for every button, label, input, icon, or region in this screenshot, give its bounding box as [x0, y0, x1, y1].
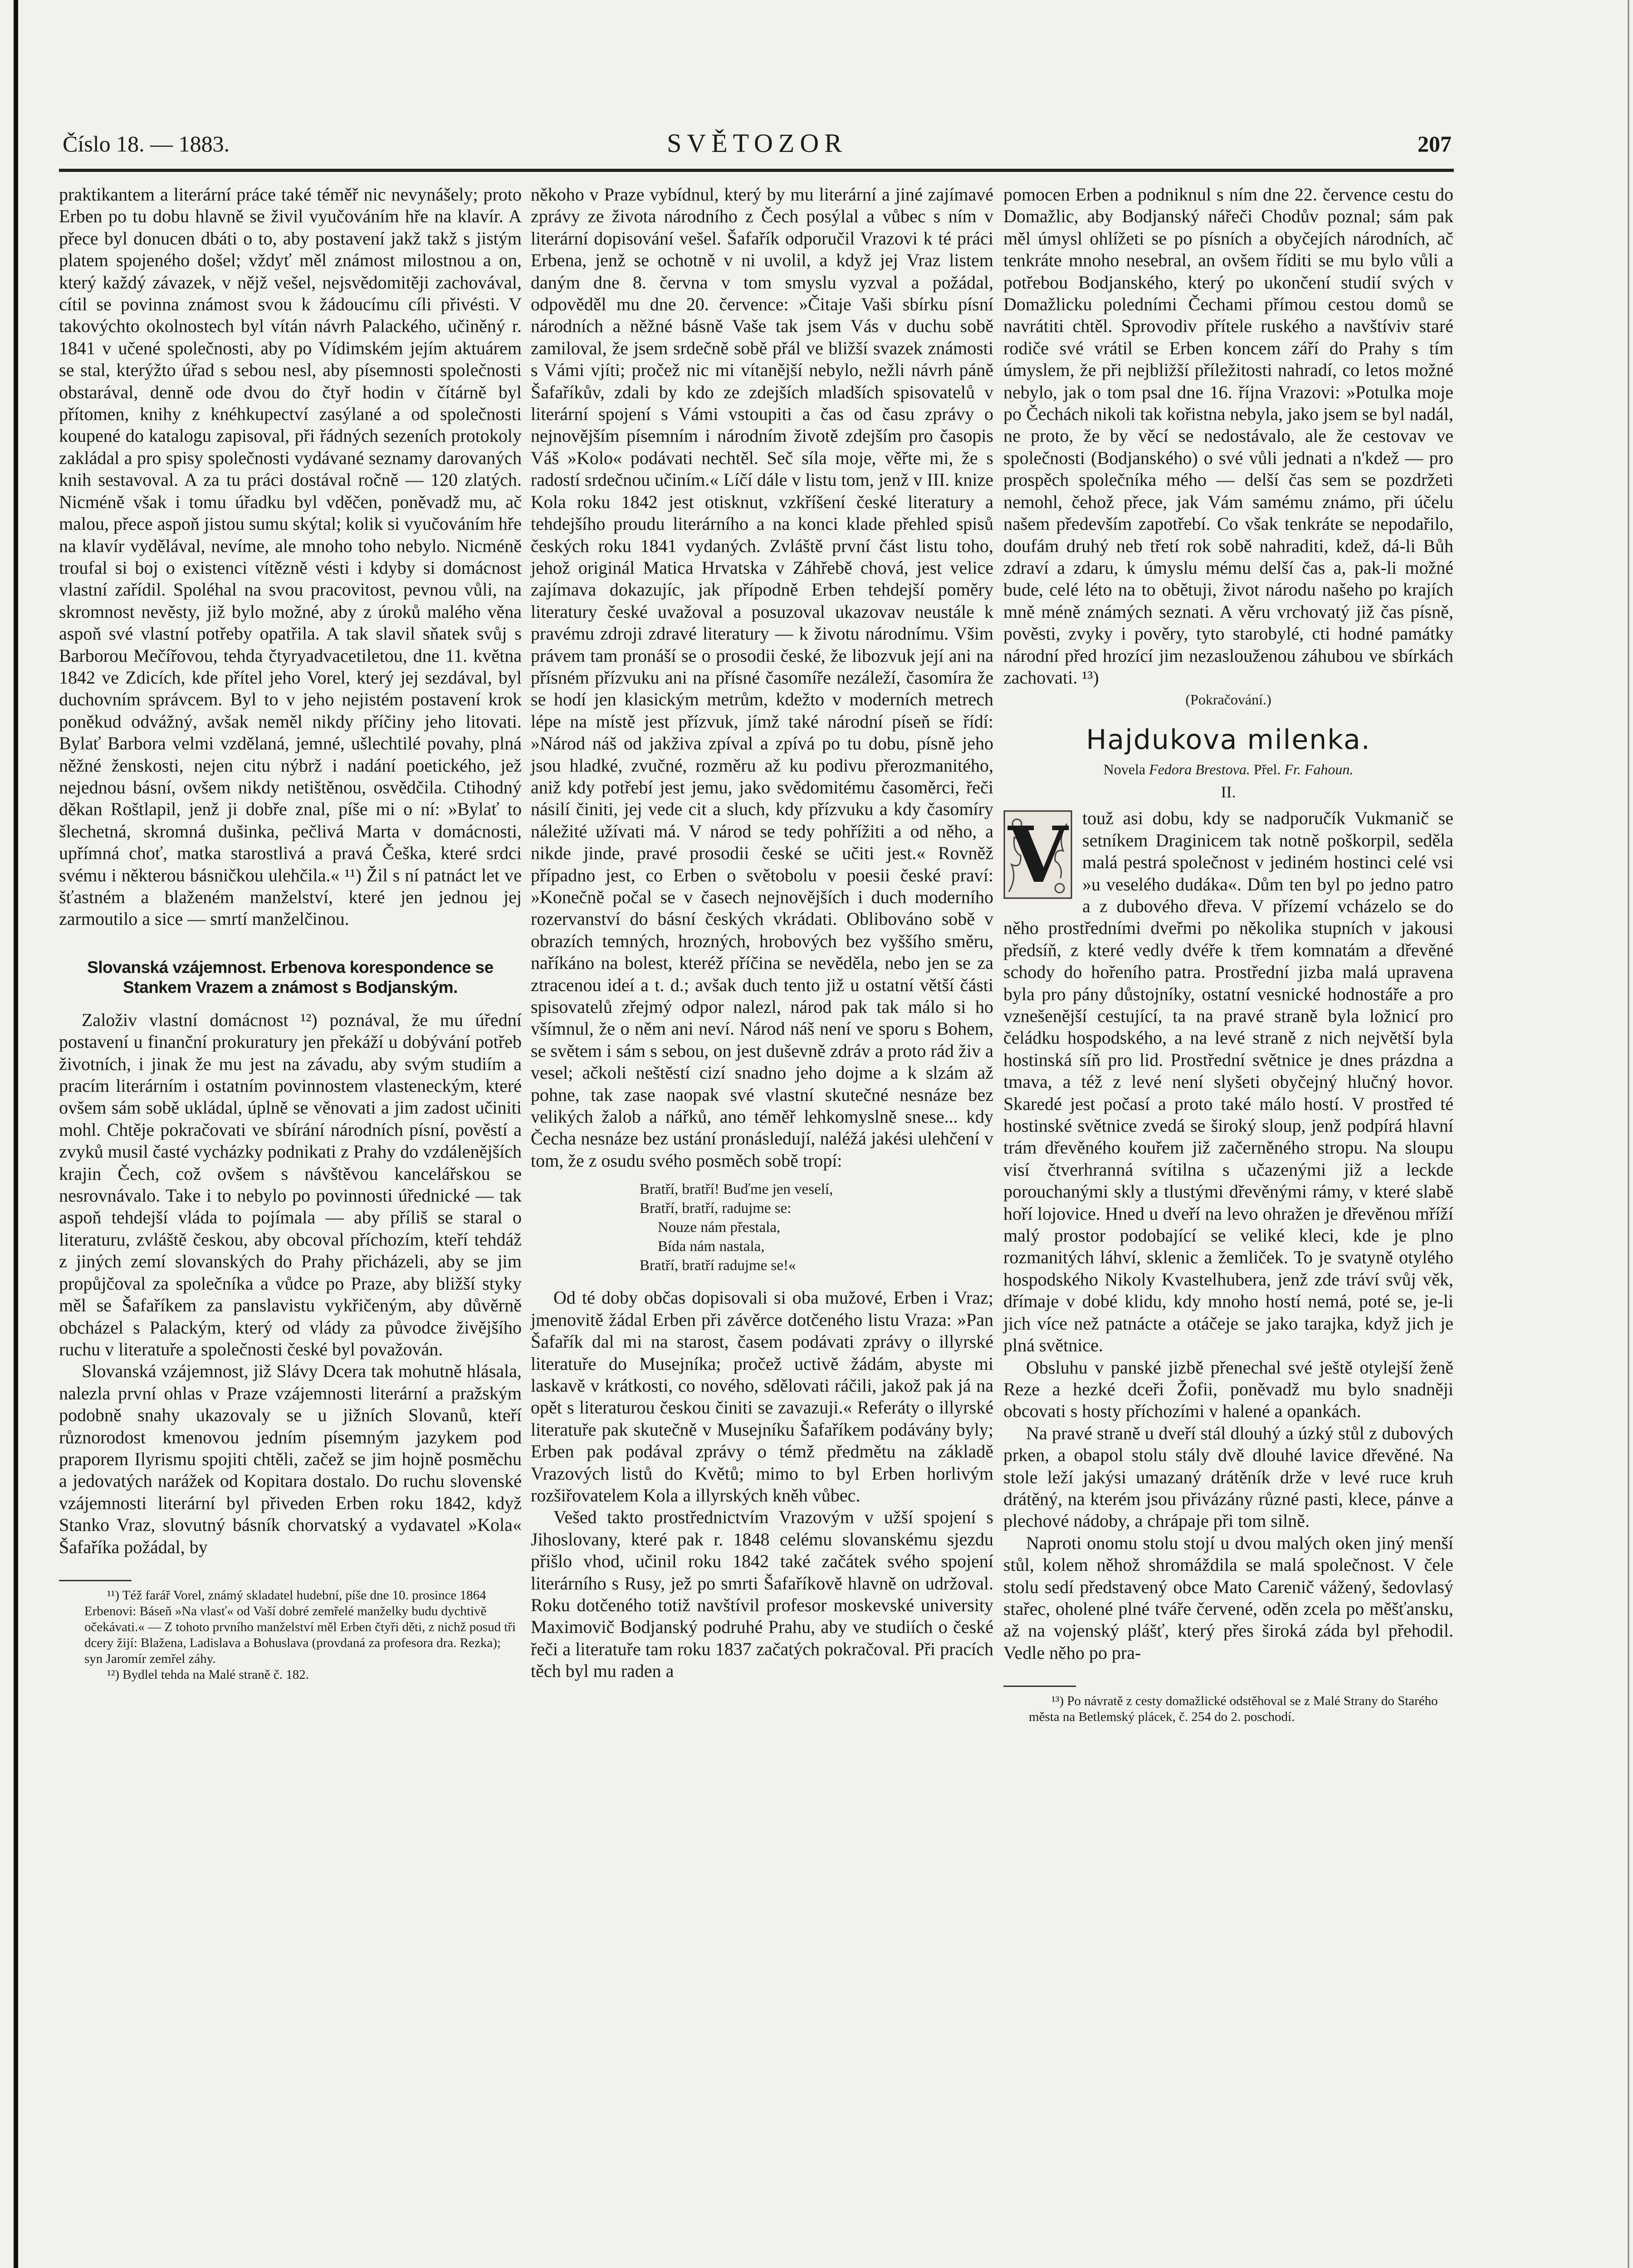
novel-genre: Novela — [1103, 761, 1146, 778]
paragraph-text: touž asi dobu, kdy se nadporučík Vukmanič se setníkem Draginicem tak notně poškorpil, seděla malá pestrá společnost v jediném hostinci celé vsi »u veselého dudáka«. Dům ten byl po jedno patro a z dubového dřeva. V přízemí vcházelo se do něho prostředními dveřmi po několika stupních v jakousi předsíň, z které vedly dvéře k třem komnatám a dřevěné schody do hořeního patra. Prostřední jizba malá upravena byla pro pány důstojníky, ostatní vesnické hodnostáře a pro vznešenější cestující, ta na pravé straně byla ložnicí pro čeládku hospodského, a na levé straně z nich největší byla hostinská síň pro lid. Prostřední světnice je dnes prázdna a tmava, a též z levé není slyšeti obyčejný hlučný hovor. Skaredé jest počasí a proto také málo hostí. V prostřed té hostinské světnice zvedá se široký sloup, jenž podpírá hlavní trám dřevěného kouřem již začerněného stropu. Na sloupu visí čtverhranná svítilna s učazenými již a leckde porouchanými skly a tlustými dřevěnými rámy, v které slabě hoří lojovice. Hned u dveří na levo ohražen je dřevěnou mříží malý prostor podobající se veliké kleci, kde je plno rozmanitých láhví, sklenic a žemliček. To je svatyně otylého hospodského Nikoly Kvastelhubera, jenž zde tráví svůj věk, dřímaje v dobé klidu, kdy mnoho hostí nemá, poté se, je-li jich více než patnácte a otáčeje se jako tarajka, když jich je plná světnice. — [1003, 808, 1453, 1356]
poem-line: Nouze nám přestala, — [658, 1219, 781, 1236]
paragraph: Slovanská vzájemnost, již Slávy Dcera tak mohutně hlásala, nalezla první ohlas v Praze vzájemnosti literární a pražským podobně snahy ukazovaly se u jižních Slovanů, kteří různorodost kmenovou jedním písemným jazykem pod praporem Ilyrismu spojiti chtěli, začež se jim hojně posměchu a jedovatých narážek od Kopitara dostalo. Do ruchu slovenské vzájemnosti literární byl přiveden Erben roku 1842, když Stanko Vraz, slovutný básník chorvatský a vydavatel »Kola« Šafaříka požádal, by — [59, 1361, 522, 1557]
paragraph: Naproti onomu stolu stojí u dvou malých oken jiný menší stůl, kolem něhož shromáždila se malá společnost. V čele stolu sedí představený obce Mato Carenič vážený, šedovlasý stařec, oholené plné tváře červené, oděn zcela po měšťansku, až na vojenský plášť, který přes široká záda byl přehodil. Vedle něho po pra- — [1003, 1532, 1453, 1663]
column-1 — [59, 184, 522, 1683]
header-rule — [59, 169, 1454, 172]
poem-line: Bratří, bratří, radujme se: — [640, 1200, 792, 1217]
page-number: 207 — [1418, 131, 1452, 156]
novel-byline — [1003, 760, 1453, 778]
paragraph: někoho v Praze vybídnul, který by mu literární a jiné zajímavé zprávy ze života národního z Čech posýlal a vůbec s ním v literární dopisování vešel. Šafařík odporučil Vrazovi k té práci Erbena, jenž se ochotně v ni uvolil, a když jej Vraz listem daným dne 8. června v tom smyslu vyzval a požádal, odpověděl mu dne 20. července: »Čitaje Vaši sbírku písní národních a něžné básně Vaše tak jsem Vás v duchu sobě zamiloval, že jsem srdečně sobě přál ve bližší svazek známosti s Vámi vjíti; pročež nic mi vítanější nebylo, nežli návrh páně Šafaříkův, zdali by kdo ze zdejších mladších spisovatelů v literární spojení s Vámi vstoupiti a čas od času zprávy o nejnovějším písemním i národním životě zdejším pro časopis Váš »Kolo« podávati nechtěl. Seč síla moje, věřte mi, že s radostí srdečnou učiním.« Líčí dále v listu tom, jenž v III. knize Kola roku 1842 jest otisknut, vzkříšení české literatury a tehdejšího proudu literárního a na konci klade přehled spisů českých roku 1841 vydaných. Zvláště první část listu toho, jehož originál Matica Hrvatska v Záhřebě chová, jest velice zajímava dokazujíc, jak přípodně Erben tehdejší poměry literatury české uvažoval a posuzoval ukazovav neustále k pravému zdroji zdravé literatury — k životu národnímu. Všim právem tam pronáší se o prosodii české, že libozvuk její ani na přísném přízvuku ani na přísné časomíře nezáleží, časomíra že se hodí jen klasickým metrům, kdežto v moderních metrech lépe na místě jest přízvuk, jímž také národní píseň se řídí: »Národ náš od jakživa zpíval a zpívá po tu dobu, písně jeho jsou hladké, zvučné, rozměru až ku podivu přerozmanitého, aniž kdy potřebí jest jemu, jako svědomitému časoměrci, řeči násilí činiti, jej vede cit a sluch, kdy přízvuku a kdy časomíry náležité užívati má. V národ se tedy pohřížiti a od něho, a nikde jinde, pravé prosodii české se učiti jest.« Rovněž případno jest, co Erben o světobolu v poesii české praví: »Konečně počal se v časech nejnovějších i duch moderního rozervanství do básní českých vkrádati. Oblibováno sobě v obrazích temných, hrozných, hrobových bez vyššího směru, naříkáno na bolest, kteréž příčina se nevěděla, nebo jen se za ztracenou ideí a t. d.; avšak duch tento již u ostatní větší části spisovatelů zřejmý odpor nalezl, národ pak tak málo si ho všímnul, že o něm ani neví. Národ náš není ve sporu s Bohem, se světem i sám s sebou, on jest duševně zdráv a proto rád živ a vesel; ačkoli neštěstí cizí snadno jeho dojme a k slzám až pohne, tak zase naopak své vlastní skutečné nesnáze bez velikých žalob a nářků, ano téměř lehkomyslně snese... kdy Čecha nesnáze bez ustání pronásledují, naléžá jakési ulehčení v tom, že z osudu svého posměch sobě tropí: — [531, 184, 993, 1171]
footnote-11: ¹¹) Též farář Vorel, známý skladatel hudební, píše dne 10. prosince 1864 Erbenovi: Báseň »Na vlasť« od Vaší dobré zemřelé manželky budu dychtivě očekávati.« — Z tohoto prvního manželství měl Erben čtyři děti, z nichž posud tři dcery žijí: Blažena, Ladislava a Bohuslava (provdaná za profesora dra. Rezka); syn Jaromír zemřel záhy. — [84, 1588, 516, 1666]
paragraph: praktikantem a literární práce také téměř nic nevynášely; proto Erben po tu dobu hlavně se živil vyučováním hře na klavír. A přece byl donucen dbáti o to, aby postavení jakž takž s jistým platem spojeného došel; vždyť měl známost milostnou a on, který každý závazek, v nějž vešel, nejsvědomitěji zachovával, cítil se povinna známost svou k žádoucímu cíli přivésti. V takovýchto okolnostech byl vítán návrh Palackého, učiněný r. 1841 v učené společnosti, aby po Vídimském jejím aktuárem se stal, kterýžto úřad s sebou nesl, aby písemnosti společnosti obstarával, denně ode dvou do čtyř hodin v čítárně byl přítomen, knihy z knéhkupectví zasýlané a od společnosti koupené do katalogu zapisoval, při řádných sezeních protokoly zakládal a pro spisy společnosti vydávané seznamy darovaných knih sestavoval. A za tu práci dostával ročně — 120 zlatých. Nicméně však i tomu úřadku byl vděčen, poněvadž mu, ač malou, přece aspoň jistou sumu skýtal; kolik si vyučováním hře na klavír vydělával, nevíme, ale mnoho toho nebylo. Nicméně troufal si boj o existenci vítězně vésti i kdyby si domácnost vlastní zařídil. Spoléhal na svou pracovitost, pevnou vůli, na skromnost nevěsty, již bylo možné, aby z úroků malého věna aspoň své vlastní potřeby opatřila. A tak slavil sňatek svůj s Barborou Mečířovou, tehda čtyryadvacetiletou, dne 11. května 1842 ve Zdicích, kde přítel jeho Vorel, který jej sezdával, byl duchovním správcem. Byl to v jeho nejistém postavení krok poněkud odvážný, avšak neměl nikdy příčiny jeho litovati. Bylať Barbora velmi vzdělaná, jemné, ušlechtilé povahy, plná něžné ženskosti, nejen citu nýbrž i nadání poetického, jež nejednou básní, ovšem nikdy netištěnou, osvědčila. Ctihodný děkan Roštlapil, jenž ji dobře znal, píše mi o ní: »Bylať to šlechetná, skromná dušinka, pečlivá Marta v domácnosti, upřímná choť, matka starostlivá a pravá Češka, které srdci svému i některou básničkou ulehčila.« ¹¹) Žil s ní patnáct let ve šťastném a blaženém manželství, které jen jednou jej zarmoutilo a sice — smrtí manželčinou. — [59, 184, 522, 929]
section-heading: Slovanská vzájemnost. Erbenova korespondence se Stankem Vrazem a známost s Bodjanským. — [87, 958, 494, 997]
footnote-rule — [59, 1580, 132, 1581]
novel-author: Fedora Brestova. — [1149, 761, 1250, 778]
column-2 — [531, 184, 993, 1682]
footnote-13: ¹³) Po návratě z cesty domažlické odstěhoval se z Malé Strany do Starého města na Betlemský plácek, č. 254 do 2. poschodí. — [1029, 1694, 1438, 1725]
ornamental-initial-icon — [1003, 810, 1072, 899]
chapter-number: II. — [1221, 783, 1236, 802]
paragraph — [1003, 807, 1453, 1356]
paragraph: pomocen Erben a podniknul s ním dne 22. července cestu do Domažlic, aby Bodjanský nářeči Chodův poznal; sám pak měl úmysl ohlížeti se po písních a obyčejích národních, ač tenkráte mnoho nesebral, an ovšem říditi se mu bylo vůli a potřebou Bodjanského, který po ukončení studií svých v Domažlicku poledními Čechami přímou cestou domů se navrátiti chtěl. Sprovodiv přítele ruského a navštíviv staré rodiče své vrátil se Erben koncem září do Prahy s tím úmyslem, že při nejbližší příležitosti nahradí, co letos možné nebylo, jak o tom psal dne 16. října Vrazovi: »Potulka moje po Čechách nikoli tak kořistna nebyla, jako jsem se byl nadál, ne proto, že by věcí se nedostávalo, ale že cestovav ve společnosti (Bodjanského) o své vůli jednati a n'kdež — pro prospěch společníka mého — delší čas sem se pozdržeti nemohl, čehož přece, jak Vám samému známo, při účelu našem především zapotřebí. Co však tenkráte se nepodařilo, doufám druhý neb třetí rok sobě nahraditi, kdež, dá-li Bůh zdraví a zdaru, k úmyslu mému delší čas a, pak-li možné bude, celé léto na to obětuji, život národu našeho po krajích mně méně známých seznati. A věru vrchovatý již čas písně, pověsti, zvyky i pověry, tyto starobylé, cti hodné památky národní před hrozící jim nezaslouženou záhubou ve sbírkách zachovati. ¹³) — [1003, 184, 1453, 688]
poem-line: Bída nám nastala, — [658, 1238, 765, 1255]
dropcap-letter: V — [1008, 810, 1068, 899]
column-3 — [1003, 184, 1453, 1725]
footnote-12: ¹²) Bydlel tehda na Malé straně č. 182. — [107, 1667, 309, 1682]
paragraph: Vešed takto prostřednictvím Vrazovým v užší spojení s Jihoslovany, které pak r. 1848 celému slovanskému sjezdu přišlo vhod, učinil roku 1842 také začátek svého spojení literárního s Rusy, jež po smrti Šafaříkově hlavně on udržoval. Roku dotčeného totiž navštívil profesor moskevské university Maximovič Bodjanský podruhé Prahu, aby ve studiích o české řeči a literatuře tam roku 1837 začatých pokračoval. Při pracích těch byl mu raden a — [531, 1507, 993, 1681]
poem-line: Bratří, bratří! Buďme jen veselí, — [640, 1181, 833, 1198]
scan-edge-right — [1628, 0, 1629, 2268]
continued-note: (Pokračování.) — [1185, 691, 1271, 708]
paragraph: Obsluhu v panské jizbě přenechal své ještě otylejší ženě Reze a hezké dceři Žofii, poněvadž mu bylo snadněji obcovati s hosty příchozími v halené a opankách. — [1003, 1357, 1453, 1422]
paragraph: Založiv vlastní domácnost ¹²) poznával, že mu úřední postavení u finanční prokuratury jen překáží u dobývání potřeb životních, i jinak že mu jest na závadu, aby svým studiím a pracím literárním i ostatním povinnostem vlasteneckým, které ovšem sám sobě ukládal, úplně se věnovati a jim zadost učiniti mohl. Chtěje pokračovati ve sbírání národních písní, pověstí a zvyků musil časté vycházky podnikati z Prahy do vzdálenějších krajin Čech, což ovšem s návštěvou kancelářskou se nesrovnávalo. Take i to nebylo po povinnosti úřednické — tak aspoň tehdejší vláda to pojímala — aby příliš se staral o literaturu, zvláště českou, aby obcoval příchozím, kteří tehdáž z jiných zemí slovanských do Prahy přicházeli, aby se jim propůjčoval za společníka a vůdce po Praze, aby bližší styky měl se Šafaříkem za panslavistu vykřičeným, aby důvěrně obcházel s Palackým, který od vlády za původce živějšího ruchu v literatuře a společnosti české byl považován. — [59, 1009, 522, 1359]
scan-edge — [14, 0, 18, 2268]
paragraph: Od té doby občas dopisovali si oba mužové, Erben i Vraz; jmenovitě žádal Erben při závěrce dotčeného listu Vraza: »Pan Šafařík dal mi na starost, časem podávati zprávy o illyrské literatuře do Musejníka; pročež uctivě žádám, abyste mi laskavě v krátkosti, co nového, sdělovati ráčili, jakož pak já na opět s literaturou českou činiti se zavazuji.« Referáty o illyrské literatuře pak skutečně v Musejníku Šafaříkem podávány byly; Erben pak podával zprávy o témž předmětu na základě Vrazových listů do Květů; mimo to byl Erben horlivým rozšiřovatelem Kola a illyrských kněh vůbec. — [531, 1287, 993, 1505]
novel-translator: Fr. Fahoun. — [1284, 761, 1354, 778]
poem — [640, 1180, 993, 1275]
issue-number: Číslo 18. — 1883. — [63, 131, 230, 156]
translator-prefix: Přel. — [1253, 761, 1281, 778]
page-header — [63, 128, 1452, 164]
paragraph: Na pravé straně u dveří stál dlouhý a úzký stůl z dubových prken, a obapol stolu stály dvě dlouhé lavice dřevěné. Na stole leží jakýsi umazaný drátěník drže v levé ruce kruh drátěný, na kterém jsou přivázány různé pasti, klece, pánve a plechové nádoby, a chrápaje při tom silně. — [1003, 1422, 1453, 1531]
footnote-rule — [1003, 1686, 1076, 1687]
poem-line: Bratří, bratří radujme se!« — [640, 1257, 796, 1274]
novel-title: Hajdukova milenka. — [1086, 724, 1371, 756]
magazine-title: SVĚTOZOR — [667, 128, 847, 158]
